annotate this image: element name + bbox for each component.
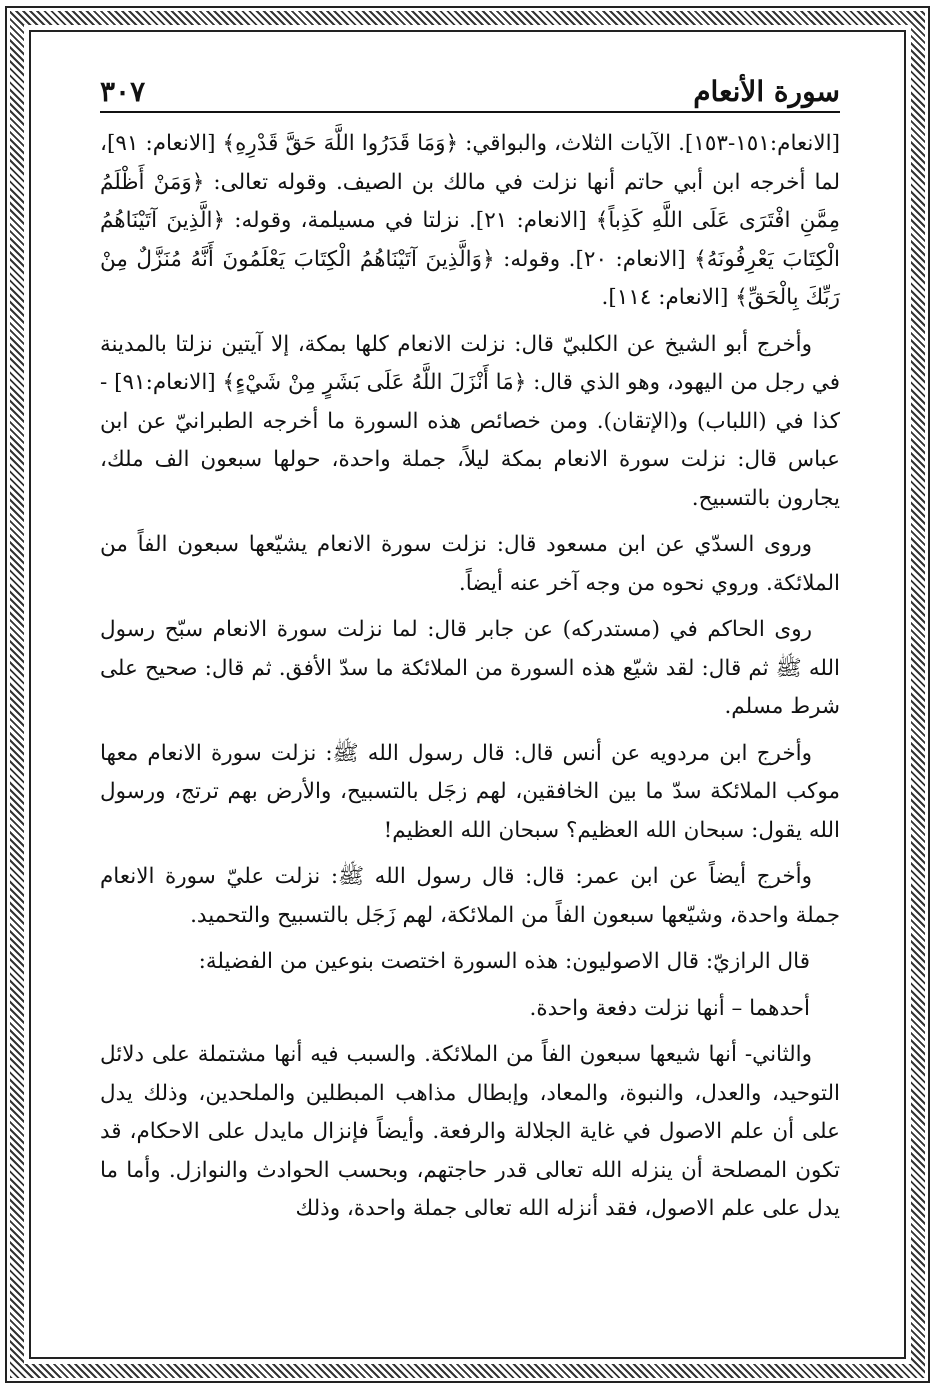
page-header — [100, 75, 840, 111]
page-body — [100, 125, 840, 1237]
paragraph: وأخرج ابن مردويه عن أنس قال: قال رسول الله ﷺ: نزلت سورة الانعام معها موكب الملائكة سدّ ما بين الخافقين، لهم زجَل بالتسبيح، والأرض بهم ترتج، ورسول الله يقول: سبحان الله العظيم؟ سبحان الله العظيم! — [100, 740, 840, 843]
paragraph: روى الحاكم في (مستدركه) عن جابر قال: لما نزلت سورة الانعام سبّح رسول الله ﷺ ثم قال: لقد شيّع هذه السورة من الملائكة ما سدّ الأفق. ثم قال: صحيح على شرط مسلم. — [100, 617, 840, 719]
paragraph: أحدهما – أنها نزلت دفعة واحدة. — [529, 995, 810, 1021]
paragraph: [الانعام:١٥١-١٥٣]. الآيات الثلاث، والبواقي: ﴿وَمَا قَدَرُوا اللَّهَ حَقَّ قَدْرِهِ﴾ [الانعام: ٩١]، لما أخرجه ابن أبي حاتم أنها نزلت في مالك بن الصيف. وقوله تعالى: ﴿وَمَنْ أَظْلَمُ مِمَّنِ افْتَرَى عَلَى اللَّهِ كَذِباً﴾ [الانعام: ٢١]. نزلتا في مسيلمة، وقوله: ﴿الَّذِينَ آتَيْنَاهُمُ الْكِتَابَ يَعْرِفُونَهُ﴾ [الانعام: ٢٠]. وقوله: ﴿وَالَّذِينَ آتَيْنَاهُمُ الْكِتَابَ يَعْلَمُونَ أَنَّهُ مُنَزَّلٌ مِنْ رَبِّكَ بِالْحَقِّ﴾ [الانعام: ١١٤]. — [100, 131, 840, 310]
header-divider — [100, 111, 840, 113]
paragraph: وروى السدّي عن ابن مسعود قال: نزلت سورة الانعام يشيّعها سبعون الفاً من الملائكة. وروي نحوه من وجه آخر عنه أيضاً. — [100, 532, 840, 596]
paragraph: وأخرج أبو الشيخ عن الكلبيّ قال: نزلت الانعام كلها بمكة، إلا آيتين نزلتا بالمدينة في رجل من اليهود، وهو الذي قال: ﴿مَا أَنْزَلَ اللَّهُ عَلَى بَشَرٍ مِنْ شَيْءٍ﴾ [الانعام:٩١] - كذا في (اللباب) و(الإتقان). ومن خصائص هذه السورة ما أخرجه الطبرانيّ عن ابن عباس قال: نزلت سورة الانعام بمكة ليلاً، جملة واحدة، حولها سبعون الف ملك، يجارون بالتسبيح. — [100, 331, 840, 511]
book-page — [100, 55, 840, 1365]
surah-title: سورة الأنعام — [693, 75, 840, 108]
paragraph: والثاني- أنها شيعها سبعون الفاً من الملائكة. والسبب فيه أنها مشتملة على دلائل التوحيد، والعدل، والنبوة، والمعاد، وإبطال مذاهب المبطلين والملحدين، وذلك يدل على أن علم الاصول في غاية الجلالة والرفعة. وأيضاً فإنزال مايدل على الاحكام، قد تكون المصلحة أن ينزله الله تعالى قدر حاجتهم، وبحسب الحوادث والنوازل. وأما ما يدل على علم الاصول، فقد أنزله الله تعالى جملة واحدة، وذلك — [100, 1042, 840, 1221]
paragraph: وأخرج أيضاً عن ابن عمر: قال: قال رسول الله ﷺ: نزلت عليّ سورة الانعام جملة واحدة، وشيّعها سبعون الفاً من الملائكة، لهم زَجَل بالتسبيح والتحميد. — [100, 864, 840, 928]
page-number: ٣٠٧ — [100, 75, 146, 108]
paragraph: قال الرازيّ: قال الاصوليون: هذه السورة اختصت بنوعين من الفضيلة: — [198, 949, 810, 974]
